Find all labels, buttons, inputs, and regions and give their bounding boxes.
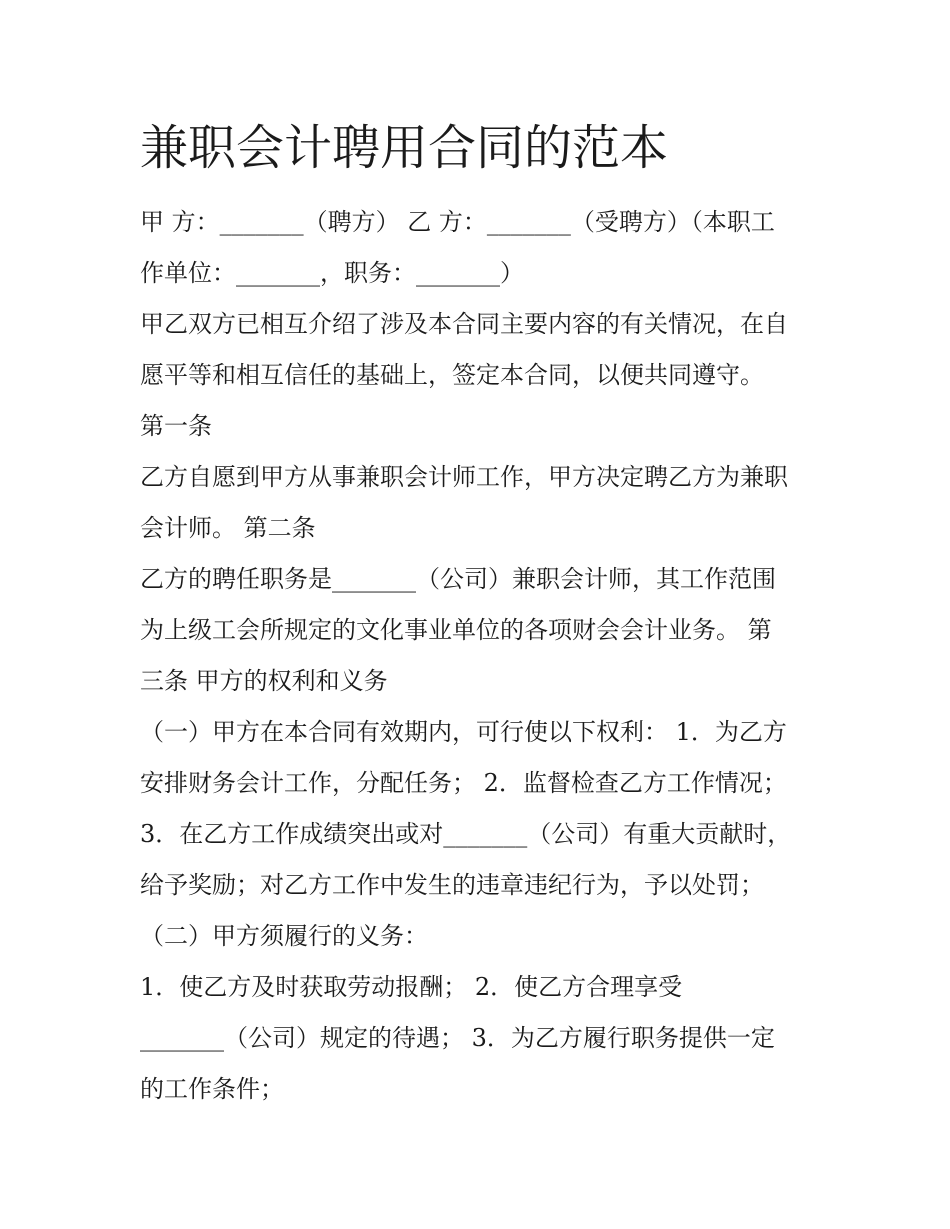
article-heading-1: 第一条 <box>140 412 212 440</box>
paragraph-line-16: 1．使乙方及时获取劳动报酬； 2．使乙方合理享受 <box>140 973 683 1001</box>
paragraph-line-14: 给予奖励；对乙方工作中发生的违章违纪行为，予以处罚； <box>140 871 764 899</box>
paragraph-line-11: （一）甲方在本合同有效期内，可行使以下权利： 1．为乙方 <box>140 718 787 746</box>
paragraph-line-12: 安排财务会计工作，分配任务； 2．监督检查乙方工作情况； <box>140 769 787 797</box>
paragraph-line-1: 甲 方：_______（聘方） 乙 方：_______（受聘方）（本职工 <box>140 208 775 236</box>
paragraph-line-8: 乙方的聘任职务是_______（公司）兼职会计师，其工作范围 <box>140 565 776 593</box>
paragraph-line-13: 3．在乙方工作成绩突出或对_______（公司）有重大贡献时， <box>140 820 792 848</box>
document-page <box>140 0 820 1229</box>
document-title: 兼职会计聘用合同的范本 <box>140 120 669 176</box>
paragraph-line-7: 会计师。 第二条 <box>140 514 316 542</box>
paragraph-line-3: 甲乙双方已相互介绍了涉及本合同主要内容的有关情况，在自 <box>140 310 788 338</box>
paragraph-line-17: _______（公司）规定的待遇； 3．为乙方履行职务提供一定 <box>140 1024 775 1052</box>
paragraph-line-6: 乙方自愿到甲方从事兼职会计师工作，甲方决定聘乙方为兼职 <box>140 463 788 491</box>
paragraph-line-15: （二）甲方须履行的义务： <box>140 922 428 950</box>
paragraph-line-2: 作单位：_______，职务：_______） <box>140 259 524 287</box>
paragraph-line-4: 愿平等和相互信任的基础上，签定本合同，以便共同遵守。 <box>140 361 764 389</box>
paragraph-line-9: 为上级工会所规定的文化事业单位的各项财会会计业务。 第 <box>140 616 772 644</box>
paragraph-line-18: 的工作条件； <box>140 1075 284 1103</box>
paragraph-line-10: 三条 甲方的权利和义务 <box>140 667 388 695</box>
